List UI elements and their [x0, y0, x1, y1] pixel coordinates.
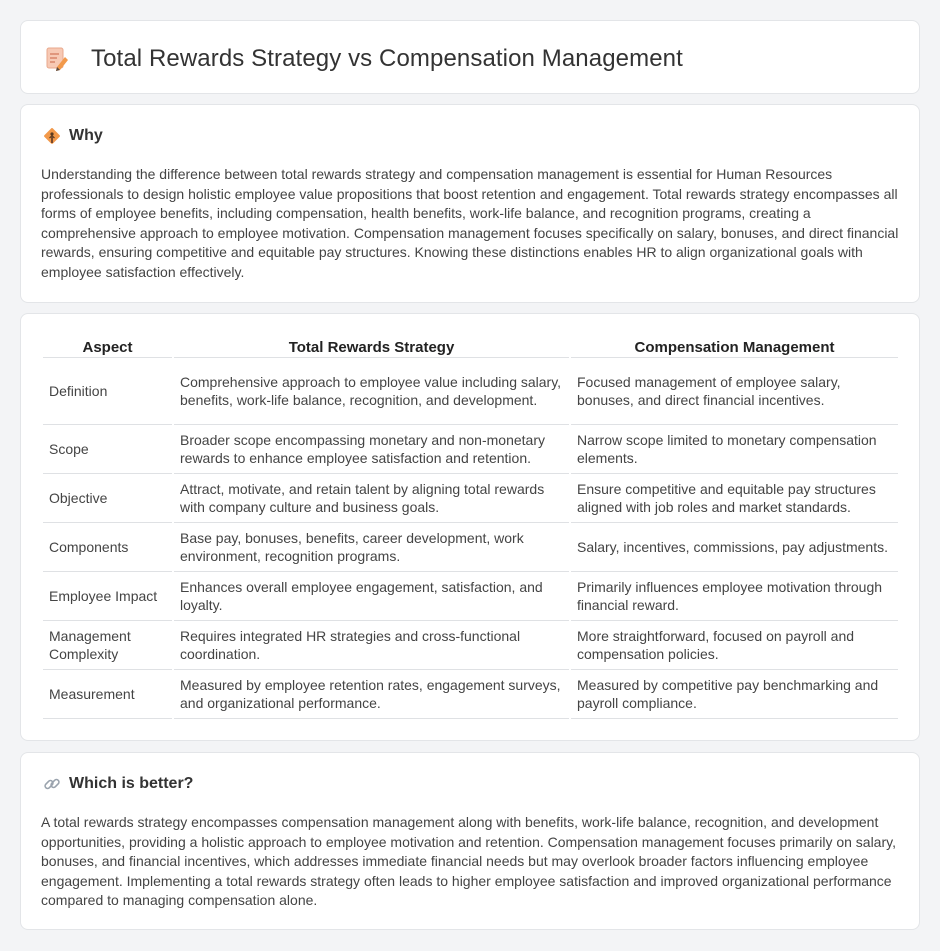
why-header	[43, 127, 103, 145]
link-icon	[43, 775, 61, 793]
title-row	[45, 45, 683, 73]
row-compensation: Focused management of employee salary, bonuses, and direct financial incentives.	[571, 358, 898, 425]
row-aspect: Employee Impact	[43, 572, 172, 621]
row-compensation: Salary, incentives, commissions, pay adjustments.	[571, 523, 898, 572]
row-aspect: Definition	[43, 358, 172, 425]
document-pencil-icon	[45, 46, 69, 72]
row-compensation: Measured by competitive pay benchmarking and payroll compliance.	[571, 670, 898, 719]
better-header	[43, 775, 193, 793]
road-sign-icon	[43, 127, 61, 145]
row-total-rewards: Base pay, bonuses, benefits, career development, work environment, recognition programs.	[174, 523, 569, 572]
row-aspect: Management Complexity	[43, 621, 172, 670]
why-card	[20, 104, 920, 303]
table-header-row	[43, 334, 898, 358]
why-title: Why	[69, 127, 103, 144]
row-total-rewards: Broader scope encompassing monetary and non-monetary rewards to enhance employee satisfaction and retention.	[174, 425, 569, 474]
table-row	[43, 572, 898, 621]
table-row	[43, 358, 898, 425]
row-compensation: More straightforward, focused on payroll and compensation policies.	[571, 621, 898, 670]
table-row	[43, 474, 898, 523]
row-aspect: Measurement	[43, 670, 172, 719]
row-total-rewards: Measured by employee retention rates, engagement surveys, and organizational performance.	[174, 670, 569, 719]
row-total-rewards: Requires integrated HR strategies and cross-functional coordination.	[174, 621, 569, 670]
better-body: A total rewards strategy encompasses compensation management along with benefits, work-life balance, recognition, and development opportunities, providing a holistic approach to employee motivation and retention. Compensation management focuses primarily on salary, bonuses, and financial incentives, which addresses immediate financial needs but may overlook broader factors influencing employee engagement. Implementing a total rewards strategy often leads to higher employee satisfaction and improved organizational performance compared to managing compensation alone.	[41, 814, 896, 908]
better-title: Which is better?	[69, 775, 194, 792]
row-compensation: Narrow scope limited to monetary compensation elements.	[571, 425, 898, 474]
row-total-rewards: Enhances overall employee engagement, satisfaction, and loyalty.	[174, 572, 569, 621]
comparison-card	[20, 313, 920, 741]
header-total-rewards: Total Rewards Strategy	[174, 334, 569, 358]
table-row	[43, 621, 898, 670]
title-card	[20, 20, 920, 94]
page-title: Total Rewards Strategy vs Compensation Management	[91, 45, 683, 72]
row-aspect: Objective	[43, 474, 172, 523]
row-compensation: Ensure competitive and equitable pay structures aligned with job roles and market standards.	[571, 474, 898, 523]
comparison-table	[41, 334, 900, 719]
row-aspect: Components	[43, 523, 172, 572]
row-total-rewards: Attract, motivate, and retain talent by aligning total rewards with company culture and business goals.	[174, 474, 569, 523]
row-compensation: Primarily influences employee motivation through financial reward.	[571, 572, 898, 621]
table-row	[43, 425, 898, 474]
header-aspect: Aspect	[43, 334, 172, 358]
which-is-better-card	[20, 752, 920, 930]
table-row	[43, 523, 898, 572]
row-total-rewards: Comprehensive approach to employee value including salary, benefits, work-life balance, recognition, and development.	[174, 358, 569, 425]
table-row	[43, 670, 898, 719]
header-compensation: Compensation Management	[571, 334, 898, 358]
row-aspect: Scope	[43, 425, 172, 474]
why-body: Understanding the difference between total rewards strategy and compensation management is essential for Human Resources professionals to design holistic employee value propositions that boost retention and engagement. Total rewards strategy encompasses all forms of employee benefits, including compensation, health benefits, work-life balance, and recognition programs, creating a comprehensive approach to employee motivation. Compensation management focuses specifically on salary, bonuses, and direct financial rewards, ensuring competitive and equitable pay structures. Knowing these distinctions enables HR to align organizational goals with employee satisfaction effectively.	[41, 166, 899, 280]
